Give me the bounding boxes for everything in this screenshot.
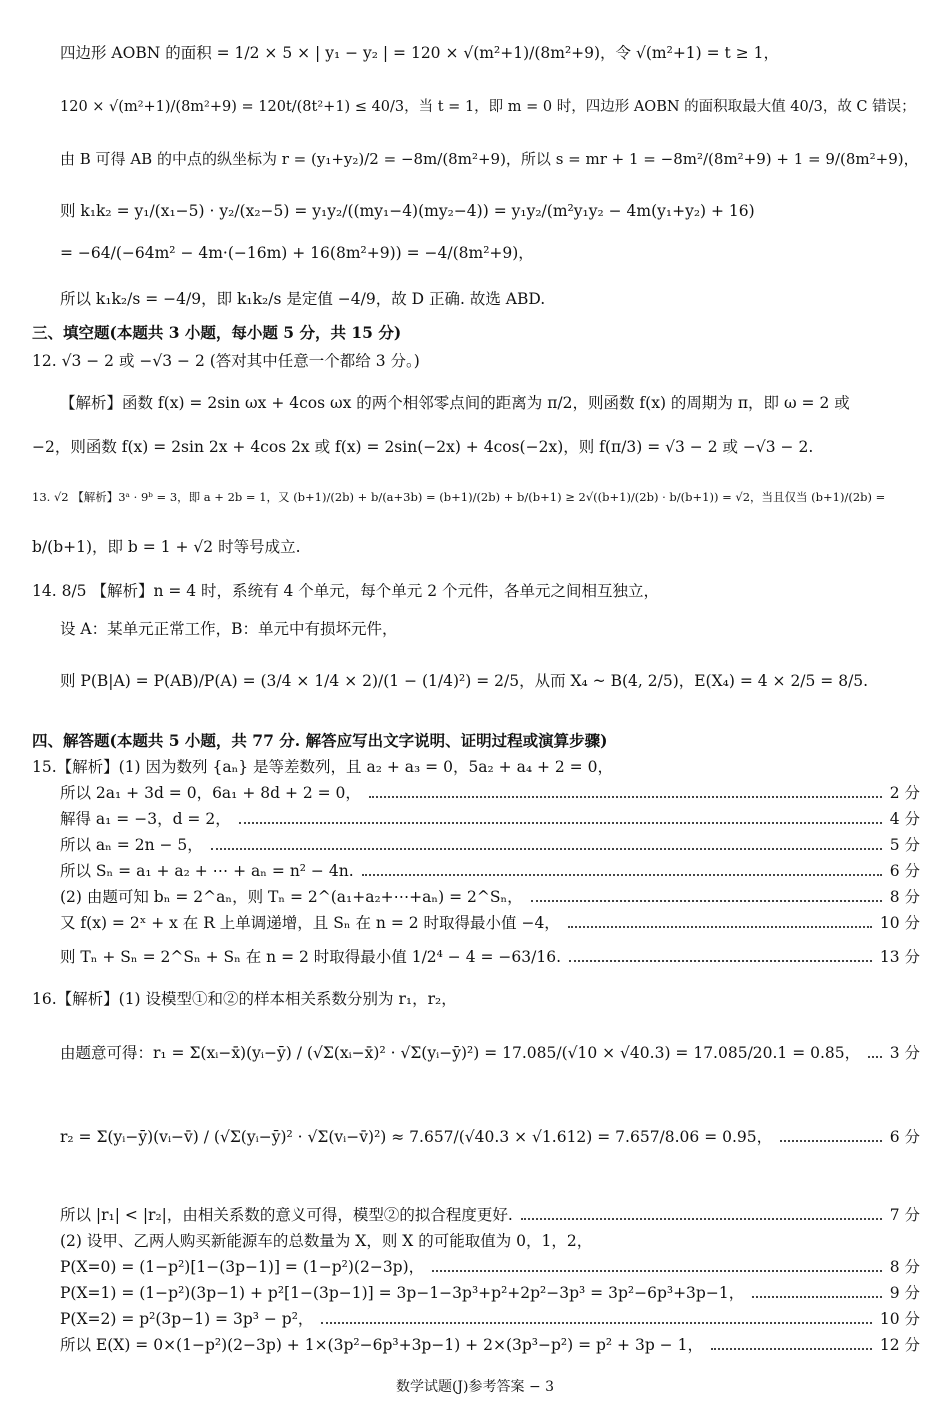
line-option-d: 所以 k₁k₂/s = −4/9，即 k₁k₂/s 是定值 −4/9，故 D 正确. 故选 ABD. <box>60 290 546 308</box>
q14-events: 设 A：某单元正常工作，B：单元中有损坏元件， <box>60 620 398 638</box>
q16-step: 所以 E(X) = 0×(1−p²)(2−3p) + 1×(3p²−6p³+3p−1) + 2×(3p³−p²) = p² + 3p − 1， 12 分 <box>60 1336 920 1354</box>
line-area-formula: 四边形 AOBN 的面积 = 1/2 × 5 × | y₁ − y₂ | = 120 × √(m²+1)/(8m²+9)，令 √(m²+1) = t ≥ 1， <box>60 44 779 62</box>
section-solutions: 四、解答题(本题共 5 小题，共 77 分. 解答应写出文字说明、证明过程或演算步骤) <box>32 731 608 750</box>
q15-step: 所以 2a₁ + 3d = 0，6a₁ + 8d + 2 = 0， 2 分 <box>60 784 920 802</box>
line-area-max: 120 × √(m²+1)/(8m²+9) = 120t/(8t²+1) ≤ 40/3，当 t = 1，即 m = 0 时，四边形 AOBN 的面积取最大值 40/3，故 C 错误； <box>60 99 916 115</box>
q13-answer: 13. √2 【解析】3ᵃ · 9ᵇ = 3，即 a + 2b = 1，又 (b+1)/(2b) + b/(a+3b) = (b+1)/(2b) + b/(b+1) ≥ 2√((b+1)/(2b) · b/(b+1)) = √2，当且仅当 (b+1)/(2b) = <box>32 490 886 504</box>
q15-step: 所以 Sₙ = a₁ + a₂ + ⋯ + aₙ = n² − 4n. 6 分 <box>60 862 920 880</box>
q15-step: 则 Tₙ + Sₙ = 2^Sₙ + Sₙ 在 n = 2 时取得最小值 1/2⁴ − 4 = −63/16. 13 分 <box>60 948 920 966</box>
q16-step: 所以 |r₁| < |r₂|，由相关系数的意义可得，模型②的拟合程度更好. 7 分 <box>60 1206 920 1224</box>
q16-part2: (2) 设甲、乙两人购买新能源车的总数量为 X，则 X 的可能取值为 0，1，2， <box>60 1232 593 1250</box>
q16-step: P(X=1) = (1−p²)(3p−1) + p²[1−(3p−1)] = 3p−1−3p³+p²+2p²−3p³ = 3p²−6p³+3p−1， 9 分 <box>60 1284 920 1302</box>
q16-step: 由题意可得：r₁ = Σ(xᵢ−x̄)(yᵢ−ȳ) / (√Σ(xᵢ−x̄)² · √Σ(yᵢ−ȳ)²) = 17.085/(√10 × √40.3) = 17.085/20.1 = 0.85， 3 分 <box>60 1044 920 1062</box>
q15-intro: 15.【解析】(1) 因为数列 {aₙ} 是等差数列，且 a₂ + a₃ = 0，5a₂ + a₄ + 2 = 0， <box>32 758 613 776</box>
q15-step: 解得 a₁ = −3，d = 2， 4 分 <box>60 810 920 828</box>
q14-probability: 则 P(B|A) = P(AB)/P(A) = (3/4 × 1/4 × 2)/(1 − (1/4)²) = 2/5，从而 X₄ ~ B(4, 2/5)，E(X₄) = 4 × 2/5 = 8/5. <box>60 672 869 690</box>
q16-step: P(X=0) = (1−p²)[1−(3p−1)] = (1−p²)(2−3p)， 8 分 <box>60 1258 920 1276</box>
q12-answer: 12. √3 − 2 或 −√3 − 2 (答对其中任意一个都给 3 分。) <box>32 352 420 370</box>
q15-step: (2) 由题可知 bₙ = 2^aₙ，则 Tₙ = 2^(a₁+a₂+⋯+aₙ) = 2^Sₙ， 8 分 <box>60 888 920 906</box>
q15-step: 又 f(x) = 2ˣ + x 在 R 上单调递增，且 Sₙ 在 n = 2 时取得最小值 −4， 10 分 <box>60 914 920 932</box>
q15-step: 所以 aₙ = 2n − 5， 5 分 <box>60 836 920 854</box>
q16-step: r₂ = Σ(yᵢ−ȳ)(vᵢ−v̄) / (√Σ(yᵢ−ȳ)² · √Σ(vᵢ−v̄)²) ≈ 7.657/(√40.3 × √1.612) = 7.657/8.06 = 0.95， 6 分 <box>60 1128 920 1146</box>
q14-answer: 14. 8/5 【解析】n = 4 时，系统有 4 个单元，每个单元 2 个元件，各单元之间相互独立， <box>32 582 659 600</box>
q12-analysis-2: −2，则函数 f(x) = 2sin 2x + 4cos 2x 或 f(x) = 2sin(−2x) + 4cos(−2x)，则 f(π/3) = √3 − 2 或 −√3 − 2. <box>32 438 814 456</box>
q13-equality: b/(b+1)，即 b = 1 + √2 时等号成立. <box>32 538 301 556</box>
q12-analysis-1: 【解析】函数 f(x) = 2sin ωx + 4cos ωx 的两个相邻零点间的距离为 π/2，则函数 f(x) 的周期为 π，即 ω = 2 或 <box>60 394 850 412</box>
page-footer: 数学试题(J)参考答案 − 3 <box>395 1379 555 1395</box>
line-k1k2: 则 k₁k₂ = y₁/(x₁−5) · y₂/(x₂−5) = y₁y₂/((my₁−4)(my₂−4)) = y₁y₂/(m²y₁y₂ − 4m(y₁+y₂) + 16) <box>60 202 755 220</box>
line-midpoint: 由 B 可得 AB 的中点的纵坐标为 r = (y₁+y₂)/2 = −8m/(8m²+9)，所以 s = mr + 1 = −8m²/(8m²+9) + 1 = 9/(8m²+9)， <box>60 150 919 168</box>
q16-intro: 16.【解析】(1) 设模型①和②的样本相关系数分别为 r₁，r₂， <box>32 990 457 1008</box>
q16-step: P(X=2) = p²(3p−1) = 3p³ − p²， 10 分 <box>60 1310 920 1328</box>
line-k1k2-result: = −64/(−64m² − 4m·(−16m) + 16(8m²+9)) = −4/(8m²+9)， <box>60 244 534 262</box>
section-fill-in: 三、填空题(本题共 3 小题，每小题 5 分，共 15 分) <box>32 323 402 342</box>
